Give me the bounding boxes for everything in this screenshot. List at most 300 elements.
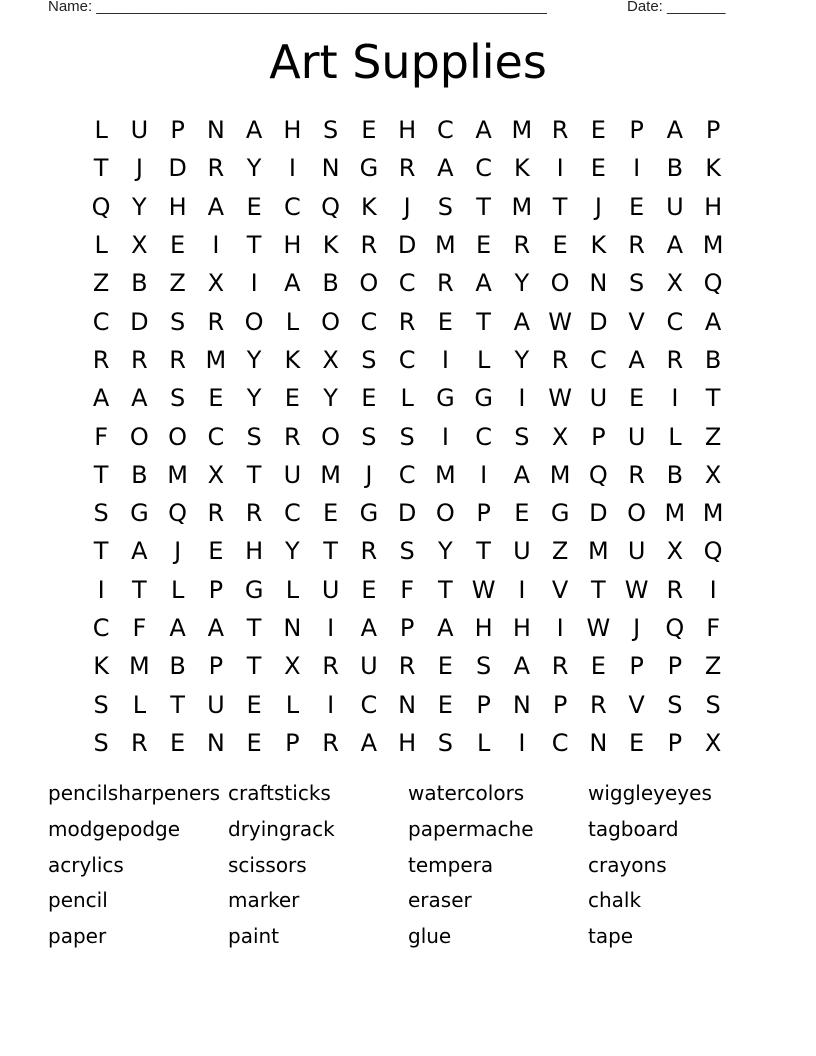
word-list-item: watercolors — [408, 781, 525, 805]
grid-cell: K — [705, 154, 721, 183]
grid-cell: C — [207, 422, 225, 451]
grid-cell: R — [322, 652, 339, 681]
grid-cell: A — [666, 116, 684, 145]
grid-cell: R — [92, 345, 110, 374]
grid-cell: V — [628, 307, 645, 336]
grid-cell: E — [590, 116, 606, 145]
grid-cell: E — [361, 116, 377, 145]
grid-cell: C — [551, 728, 569, 757]
grid-cell: H — [245, 537, 264, 566]
grid-cell: S — [399, 537, 415, 566]
grid-cell: R — [322, 728, 339, 757]
word-list-item: pencilsharpeners — [48, 781, 220, 805]
word-list-item: glue — [408, 924, 452, 949]
grid-cell: F — [132, 614, 147, 642]
grid-cell: B — [704, 345, 722, 374]
grid-cell: I — [250, 269, 258, 298]
grid-cell: I — [709, 575, 717, 604]
grid-cell: Y — [246, 345, 262, 374]
grid-cell: I — [327, 690, 335, 719]
grid-cell: R — [628, 231, 645, 260]
grid-cell: H — [283, 116, 302, 145]
grid-cell: R — [245, 499, 263, 528]
grid-cell: W — [586, 614, 611, 642]
grid-cell: Y — [246, 154, 262, 183]
grid-cell: E — [208, 537, 224, 566]
grid-cell: X — [551, 422, 569, 451]
grid-cell: X — [666, 537, 684, 566]
grid-cell: A — [207, 614, 225, 642]
grid-cell: W — [548, 384, 572, 413]
grid-cell: A — [513, 652, 531, 681]
grid-cell: M — [511, 116, 533, 145]
grid-cell: E — [590, 652, 606, 681]
grid-cell: T — [246, 460, 262, 489]
grid-cell: L — [94, 116, 108, 145]
grid-cell: D — [397, 499, 417, 528]
grid-cell: P — [552, 690, 568, 719]
grid-cell: N — [512, 690, 531, 719]
grid-cell: B — [666, 154, 684, 183]
grid-cell: R — [551, 345, 569, 374]
grid-cell: R — [360, 537, 378, 566]
grid-cell: K — [93, 652, 109, 681]
grid-cell: S — [705, 690, 721, 719]
grid-cell: L — [285, 575, 300, 604]
grid-cell: B — [131, 269, 148, 298]
grid-cell: C — [360, 690, 378, 719]
grid-cell: I — [212, 231, 220, 260]
grid-cell: C — [666, 307, 684, 336]
grid-cell: R — [398, 652, 416, 681]
grid-cell: I — [441, 345, 449, 374]
grid-cell: Q — [321, 192, 341, 221]
grid-cell: P — [629, 652, 644, 681]
grid-cell: N — [589, 728, 608, 757]
grid-cell: M — [435, 231, 456, 260]
grid-cell: I — [518, 728, 526, 757]
grid-cell: R — [360, 231, 378, 260]
grid-cell: I — [518, 384, 526, 413]
grid-cell: Z — [704, 652, 722, 681]
grid-cell: E — [437, 652, 453, 681]
grid-cell: M — [702, 231, 724, 260]
grid-cell: N — [206, 728, 225, 757]
grid-cell: I — [518, 575, 526, 604]
grid-cell: J — [174, 537, 182, 566]
grid-cell: H — [283, 231, 302, 260]
grid-cell: J — [135, 154, 143, 183]
grid-cell: E — [246, 192, 262, 221]
grid-cell: K — [590, 231, 607, 260]
grid-cell: Y — [323, 384, 338, 413]
word-list-item: eraser — [408, 888, 472, 913]
grid-cell: T — [93, 154, 109, 183]
grid-cell: L — [400, 384, 414, 413]
grid-cell: C — [283, 499, 301, 528]
word-list-item: crayons — [588, 852, 667, 877]
word-list-item: papermache — [408, 816, 534, 841]
grid-cell: Z — [551, 537, 569, 566]
grid-cell: U — [513, 537, 531, 566]
grid-cell: Q — [91, 192, 111, 221]
grid-cell: P — [629, 116, 644, 145]
grid-cell: L — [285, 307, 300, 336]
grid-cell: R — [207, 499, 225, 528]
grid-cell: E — [323, 499, 339, 528]
grid-cell: Y — [132, 192, 147, 221]
grid-cell: A — [131, 537, 148, 566]
grid-cell: X — [284, 652, 301, 681]
grid-cell: H — [398, 116, 417, 145]
grid-cell: P — [667, 728, 683, 757]
grid-cell: T — [170, 690, 185, 719]
word-list-item: marker — [228, 888, 300, 913]
grid-cell: G — [474, 384, 493, 413]
grid-cell: T — [591, 575, 606, 604]
grid-cell: S — [93, 690, 109, 719]
word-list-item: pencil — [48, 888, 108, 913]
grid-cell: A — [628, 345, 645, 374]
grid-cell: K — [322, 231, 339, 260]
grid-cell: O — [627, 499, 647, 528]
grid-cell: I — [556, 154, 564, 183]
grid-cell: M — [205, 345, 227, 374]
grid-cell: M — [320, 460, 341, 489]
grid-cell: Z — [704, 422, 722, 451]
grid-cell: P — [667, 652, 683, 681]
grid-cell: L — [476, 345, 491, 374]
grid-cell: B — [169, 652, 186, 681]
grid-cell: A — [437, 154, 454, 183]
grid-cell: C — [589, 345, 607, 374]
grid-cell: X — [322, 345, 339, 374]
grid-cell: H — [704, 192, 723, 221]
grid-cell: H — [474, 614, 493, 642]
grid-cell: M — [435, 460, 456, 489]
grid-cell: T — [705, 384, 721, 413]
grid-cell: S — [399, 422, 415, 451]
grid-cell: C — [283, 192, 301, 221]
grid-cell: E — [361, 384, 377, 413]
grid-cell: S — [514, 422, 530, 451]
grid-cell: T — [323, 537, 338, 566]
grid-cell: A — [360, 728, 378, 757]
grid-cell: P — [285, 728, 300, 757]
grid-cell: O — [550, 269, 570, 298]
grid-cell: I — [97, 575, 105, 604]
grid-cell: R — [666, 345, 684, 374]
grid-cell: S — [323, 116, 339, 145]
grid-cell: B — [131, 460, 148, 489]
grid-cell: C — [475, 154, 492, 183]
grid-cell: P — [591, 422, 606, 451]
grid-cell: A — [704, 307, 722, 336]
grid-cell: N — [398, 690, 417, 719]
grid-cell: G — [359, 499, 379, 528]
grid-cell: N — [283, 614, 302, 642]
grid-cell: Q — [703, 269, 723, 298]
grid-cell: D — [397, 231, 417, 260]
word-list-item: craftsticks — [228, 781, 331, 805]
grid-cell: U — [321, 575, 340, 604]
page-title: Art Supplies — [269, 35, 547, 89]
grid-cell: X — [207, 460, 225, 489]
grid-cell: A — [245, 116, 263, 145]
grid-cell: U — [627, 537, 646, 566]
grid-cell: T — [438, 575, 453, 604]
grid-cell: C — [92, 614, 110, 642]
grid-cell: N — [589, 269, 608, 298]
grid-cell: C — [92, 307, 110, 336]
grid-cell: Q — [588, 460, 608, 489]
grid-cell: E — [552, 231, 568, 260]
grid-cell: M — [511, 192, 533, 221]
grid-cell: E — [476, 231, 492, 260]
word-list-item: tape — [588, 924, 634, 949]
grid-cell: T — [476, 192, 491, 221]
grid-cell: N — [206, 116, 225, 145]
grid-cell: M — [549, 460, 571, 489]
grid-cell: S — [476, 652, 492, 681]
grid-cell: U — [589, 384, 608, 413]
grid-cell: Y — [246, 384, 262, 413]
grid-cell: Y — [514, 345, 530, 374]
grid-cell: U — [360, 652, 378, 681]
grid-cell: B — [322, 269, 339, 298]
grid-cell: A — [284, 269, 301, 298]
grid-cell: G — [436, 384, 455, 413]
grid-cell: G — [244, 575, 264, 604]
grid-cell: R — [398, 307, 416, 336]
grid-cell: T — [132, 575, 147, 604]
grid-cell: C — [360, 307, 378, 336]
word-list-item: paper — [48, 924, 107, 949]
grid-cell: O — [168, 422, 188, 451]
grid-cell: S — [170, 307, 186, 336]
grid-cell: I — [671, 384, 679, 413]
grid-cell: I — [480, 460, 488, 489]
grid-cell: B — [666, 460, 684, 489]
grid-cell: R — [207, 307, 225, 336]
grid-cell: K — [514, 154, 530, 183]
grid-cell: P — [399, 614, 415, 642]
grid-cell: E — [437, 307, 453, 336]
word-list-item: tempera — [408, 852, 494, 877]
grid-cell: P — [705, 116, 721, 145]
grid-cell: R — [628, 460, 645, 489]
grid-cell: H — [512, 614, 531, 642]
grid-cell: E — [437, 690, 453, 719]
grid-cell: O — [359, 269, 379, 298]
grid-cell: S — [361, 345, 377, 374]
grid-cell: W — [624, 575, 649, 604]
word-list-item: modgepodge — [48, 816, 181, 841]
grid-cell: R — [169, 345, 186, 374]
grid-cell: A — [513, 460, 531, 489]
grid-cell: T — [246, 231, 262, 260]
grid-cell: P — [170, 116, 185, 145]
grid-cell: R — [207, 154, 225, 183]
grid-cell: Q — [665, 614, 685, 642]
grid-cell: S — [93, 728, 109, 757]
grid-cell: L — [285, 690, 300, 719]
grid-cell: M — [702, 499, 724, 528]
word-list-item: scissors — [228, 852, 307, 877]
grid-cell: R — [131, 728, 148, 757]
grid-cell: T — [246, 614, 262, 642]
grid-cell: L — [132, 690, 147, 719]
grid-cell: I — [633, 154, 641, 183]
grid-cell: A — [437, 614, 454, 642]
grid-cell: I — [441, 422, 449, 451]
grid-cell: A — [666, 231, 684, 260]
grid-cell: C — [398, 345, 416, 374]
grid-cell: S — [361, 422, 377, 451]
grid-cell: K — [361, 192, 377, 221]
word-list-item: chalk — [588, 888, 642, 913]
grid-cell: J — [594, 192, 602, 221]
grid-cell: S — [629, 269, 645, 298]
grid-cell: R — [513, 231, 531, 260]
grid-cell: J — [403, 192, 411, 221]
grid-cell: U — [627, 422, 646, 451]
grid-cell: A — [475, 269, 492, 298]
grid-cell: O — [129, 422, 149, 451]
grid-cell: V — [551, 575, 569, 604]
grid-cell: G — [130, 499, 149, 528]
grid-cell: E — [629, 192, 645, 221]
grid-cell: D — [589, 499, 608, 528]
grid-cell: L — [94, 231, 108, 260]
grid-cell: T — [93, 460, 109, 489]
grid-cell: Q — [703, 537, 723, 566]
grid-cell: J — [365, 460, 373, 489]
grid-cell: G — [550, 499, 570, 528]
grid-cell: R — [398, 154, 416, 183]
grid-cell: W — [471, 575, 496, 604]
grid-cell: E — [629, 728, 645, 757]
grid-cell: S — [437, 728, 453, 757]
grid-cell: M — [129, 652, 150, 681]
grid-cell: O — [321, 422, 341, 451]
grid-cell: X — [704, 728, 722, 757]
grid-cell: M — [588, 537, 609, 566]
grid-cell: X — [704, 460, 722, 489]
grid-cell: S — [170, 384, 186, 413]
grid-cell: A — [131, 384, 148, 413]
grid-cell: A — [513, 307, 531, 336]
worksheet-header — [48, 0, 748, 20]
grid-cell: R — [131, 345, 148, 374]
grid-cell: X — [207, 269, 225, 298]
grid-cell: H — [398, 728, 417, 757]
grid-cell: U — [666, 192, 684, 221]
grid-cell: Z — [169, 269, 186, 298]
grid-cell: R — [551, 116, 569, 145]
grid-cell: K — [284, 345, 301, 374]
word-list-item: dryingrack — [228, 816, 335, 841]
grid-cell: P — [208, 652, 224, 681]
grid-cell: N — [321, 154, 340, 183]
grid-cell: D — [168, 154, 187, 183]
grid-cell: Y — [514, 269, 530, 298]
grid-cell: E — [246, 690, 262, 719]
grid-cell: Z — [92, 269, 110, 298]
grid-cell: S — [246, 422, 262, 451]
grid-cell: I — [556, 614, 564, 642]
grid-cell: V — [628, 690, 645, 719]
grid-cell: A — [207, 192, 225, 221]
grid-cell: T — [476, 537, 491, 566]
grid-cell: I — [288, 154, 296, 183]
grid-cell: T — [246, 652, 262, 681]
grid-cell: P — [476, 690, 491, 719]
grid-cell: I — [327, 614, 335, 642]
grid-cell: L — [170, 575, 185, 604]
grid-cell: O — [244, 307, 264, 336]
grid-cell: E — [246, 728, 262, 757]
word-list-item: paint — [228, 924, 280, 949]
name-field-label: Name: ______________________________________________________ — [48, 0, 547, 15]
grid-cell: E — [514, 499, 530, 528]
grid-cell: E — [629, 384, 645, 413]
grid-cell: T — [93, 537, 109, 566]
grid-cell: D — [130, 307, 149, 336]
word-search-grid — [82, 111, 732, 762]
date-field-label: Date: _______ — [627, 0, 726, 15]
grid-cell: U — [130, 116, 149, 145]
word-list-item: acrylics — [48, 852, 124, 877]
grid-cell: U — [283, 460, 302, 489]
grid-cell: A — [92, 384, 110, 413]
grid-cell: A — [360, 614, 378, 642]
grid-cell: P — [476, 499, 491, 528]
grid-cell: P — [208, 575, 224, 604]
grid-cell: G — [359, 154, 379, 183]
grid-cell: E — [208, 384, 224, 413]
grid-cell: C — [436, 116, 454, 145]
grid-cell: X — [131, 231, 148, 260]
grid-cell: R — [666, 575, 684, 604]
grid-cell: Y — [285, 537, 300, 566]
grid-cell: A — [475, 116, 492, 145]
grid-cell: Q — [168, 499, 188, 528]
grid-cell: E — [170, 231, 186, 260]
grid-cell: C — [475, 422, 492, 451]
word-list-item: wiggleyeyes — [588, 781, 712, 805]
grid-cell: W — [548, 307, 572, 336]
grid-cell: R — [590, 690, 607, 719]
grid-cell: U — [207, 690, 225, 719]
grid-cell: O — [435, 499, 455, 528]
word-list-item: tagboard — [588, 816, 679, 841]
grid-cell: E — [170, 728, 186, 757]
grid-cell: A — [169, 614, 186, 642]
grid-cell: C — [398, 269, 416, 298]
grid-cell: F — [400, 575, 415, 604]
grid-cell: E — [361, 575, 377, 604]
grid-cell: C — [398, 460, 416, 489]
grid-cell: T — [476, 307, 491, 336]
grid-cell: L — [476, 728, 491, 757]
grid-cell: T — [552, 192, 568, 221]
grid-cell: M — [664, 499, 686, 528]
grid-cell: F — [94, 422, 109, 451]
grid-cell: S — [93, 499, 109, 528]
grid-cell: F — [706, 614, 721, 642]
grid-cell: E — [590, 154, 606, 183]
